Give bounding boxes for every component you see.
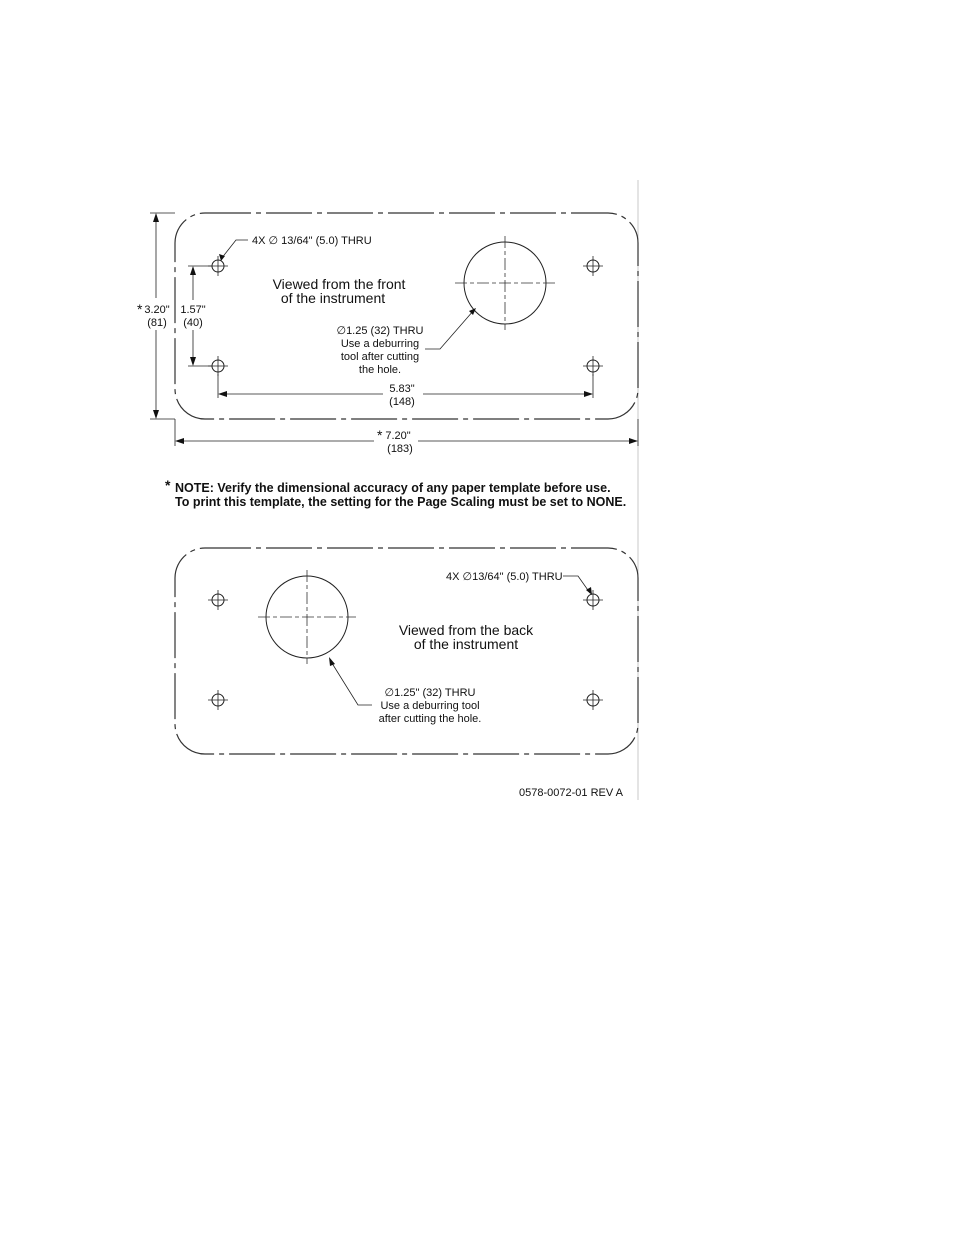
front-height-mm: (81) bbox=[147, 317, 167, 329]
front-hole-spacing-v-mm: (40) bbox=[183, 317, 203, 329]
back-mounting-hole-bottom-right bbox=[583, 690, 603, 710]
back-hole-callout: 4X ∅13/64" (5.0) THRU bbox=[446, 571, 563, 583]
back-center-hole bbox=[258, 570, 356, 664]
front-center-hole-note-line3: tool after cutting bbox=[340, 351, 420, 363]
front-view bbox=[135, 213, 638, 455]
front-center-hole-note-line2: Use a deburring bbox=[340, 338, 420, 350]
back-center-hole-note-line1: ∅1.25" (32) THRU bbox=[384, 687, 476, 699]
back-center-hole-note-line2: Use a deburring tool bbox=[380, 700, 480, 712]
front-hole-callout: 4X ∅ 13/64" (5.0) THRU bbox=[252, 235, 372, 247]
front-hole-callout-leader bbox=[221, 240, 248, 259]
front-mounting-hole-bottom-right bbox=[583, 356, 603, 376]
back-view-title-line2: of the instrument bbox=[413, 636, 519, 652]
back-mounting-hole-top-right bbox=[583, 590, 603, 610]
note-line1: NOTE: Verify the dimensional accuracy of any paper template before use. bbox=[175, 481, 611, 495]
scaling-note bbox=[165, 477, 626, 509]
front-hole-spacing-v-in: 1.57" bbox=[180, 304, 206, 316]
front-mounting-hole-top-right bbox=[583, 256, 603, 276]
back-view-title-line1: Viewed from the back bbox=[398, 622, 534, 638]
front-hole-spacing-h-mm: (148) bbox=[389, 396, 415, 408]
front-hole-spacing-h-in: 5.83" bbox=[389, 383, 415, 395]
back-center-hole-note-line3: after cutting the hole. bbox=[378, 713, 482, 725]
front-width-in: 7.20" bbox=[385, 430, 411, 442]
note-line2: To print this template, the setting for the Page Scaling must be set to NONE. bbox=[175, 495, 627, 509]
front-width-marker: * bbox=[377, 427, 383, 443]
back-hole-callout-leader bbox=[563, 576, 590, 593]
drawing-number: 0578-0072-01 REV A bbox=[519, 787, 623, 799]
back-center-hole-leader bbox=[330, 660, 372, 705]
back-mounting-hole-top-left bbox=[208, 590, 228, 610]
front-height-in: 3.20" bbox=[144, 304, 170, 316]
note-marker: * bbox=[165, 477, 171, 493]
front-view-title-line1: Viewed from the front bbox=[272, 276, 406, 292]
front-center-hole bbox=[455, 236, 555, 330]
front-height-marker: * bbox=[137, 301, 143, 317]
front-center-hole-note-line1: ∅1.25 (32) THRU bbox=[336, 325, 424, 337]
back-view bbox=[175, 548, 638, 754]
front-center-hole-leader bbox=[425, 310, 474, 349]
front-width-mm: (183) bbox=[387, 443, 413, 455]
back-mounting-hole-bottom-left bbox=[208, 690, 228, 710]
front-center-hole-note-line4: the hole. bbox=[358, 364, 402, 376]
front-view-title-line2: of the instrument bbox=[280, 290, 386, 306]
